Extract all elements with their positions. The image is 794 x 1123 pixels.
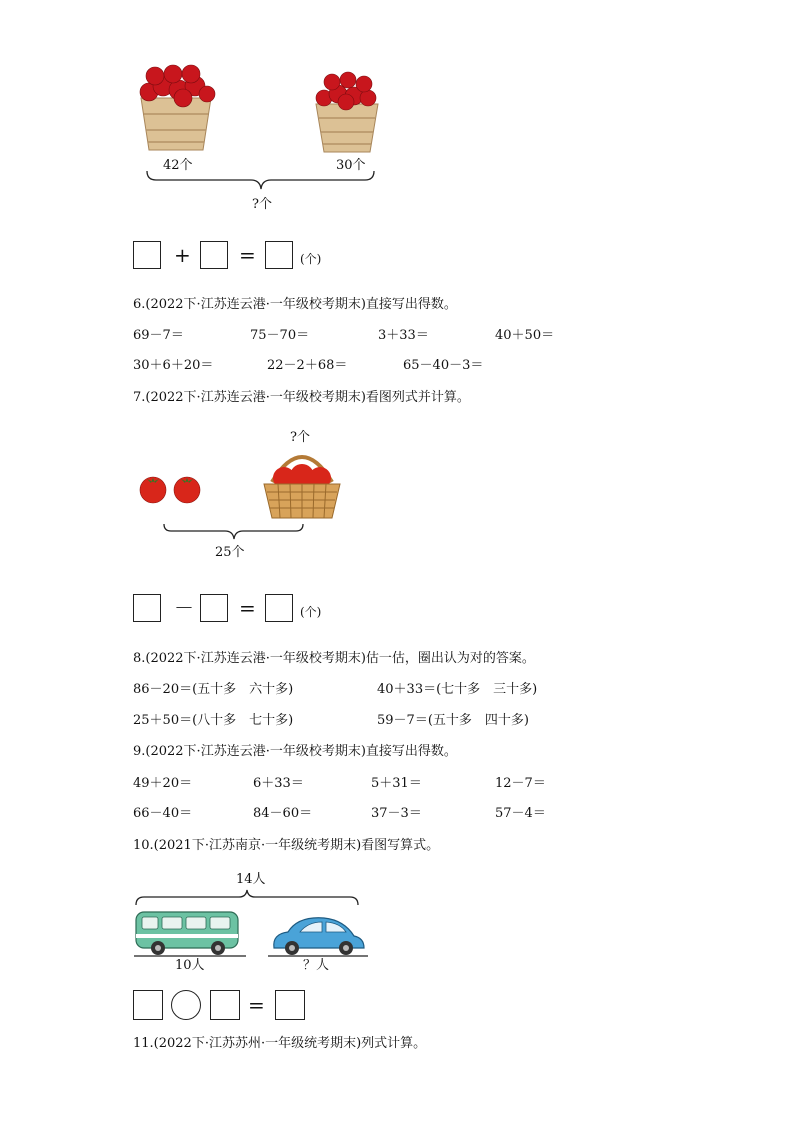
q6-item: 3＋33＝	[378, 328, 429, 343]
equals-sign: =	[239, 243, 256, 267]
q6-item: 75－70＝	[250, 328, 310, 343]
q8-item[interactable]: 25＋50＝(八十多 七十多)	[133, 713, 294, 728]
answer-box[interactable]	[265, 241, 293, 269]
tomato-basket	[262, 446, 342, 520]
q8-item[interactable]: 86－20＝(五十多 六十多)	[133, 682, 294, 697]
q9-item: 5＋31＝	[371, 776, 422, 791]
q10-title: 10.(2021下·江苏南京·一年级统考期末)看图写算式。	[133, 838, 440, 853]
bus-label: 10人	[175, 958, 205, 973]
q8-item[interactable]: 40＋33＝(七十多 三十多)	[377, 682, 538, 697]
q7-title: 7.(2022下·江苏连云港·一年级校考期末)看图列式并计算。	[133, 390, 470, 405]
answer-box[interactable]	[200, 594, 228, 622]
q10-top-label: 14人	[236, 872, 266, 887]
equals-sign: =	[248, 993, 265, 1017]
q10-brace	[135, 889, 361, 907]
car-label: ？人	[303, 958, 330, 973]
q9-title: 9.(2022下·江苏连云港·一年级校考期末)直接写出得数。	[133, 744, 457, 759]
apple-basket-right	[312, 72, 382, 154]
q9-item: 57－4＝	[495, 806, 546, 821]
q6-item: 65－40－3＝	[403, 358, 484, 373]
road-line	[134, 955, 368, 957]
q8-title: 8.(2022下·江苏连云港·一年级校考期末)估一估，圈出认为对的答案。	[133, 651, 535, 666]
bus-icon	[134, 908, 242, 956]
operator-circle[interactable]	[171, 990, 201, 1020]
q5-brace	[146, 170, 376, 192]
minus-sign: －	[174, 596, 194, 620]
q11-title: 11.(2022下·江苏苏州·一年级统考期末)列式计算。	[133, 1036, 427, 1051]
tomato-icon	[138, 474, 168, 504]
q5-total-label: ?个	[252, 197, 272, 212]
q6-item: 30＋6＋20＝	[133, 358, 214, 373]
q9-item: 37－3＝	[371, 806, 422, 821]
tomato-icon	[172, 474, 202, 504]
q6-item: 22－2＋68＝	[267, 358, 348, 373]
car-icon	[268, 914, 368, 956]
q9-item: 84－60＝	[253, 806, 313, 821]
answer-box[interactable]	[265, 594, 293, 622]
q6-title: 6.(2022下·江苏连云港·一年级校考期末)直接写出得数。	[133, 297, 457, 312]
q5-right-label: 30个	[336, 158, 366, 173]
q7-brace	[163, 523, 305, 543]
answer-box[interactable]	[275, 990, 305, 1020]
plus-sign: +	[174, 243, 191, 267]
q7-top-label: ?个	[290, 430, 310, 445]
q7-bottom-label: 25个	[215, 545, 245, 560]
q6-item: 40＋50＝	[495, 328, 555, 343]
q8-item[interactable]: 59－7＝(五十多 四十多)	[377, 713, 529, 728]
answer-box[interactable]	[200, 241, 228, 269]
q6-item: 69－7＝	[133, 328, 184, 343]
q9-item: 66－40＝	[133, 806, 193, 821]
equals-sign: =	[239, 596, 256, 620]
answer-box[interactable]	[133, 241, 161, 269]
q9-item: 49＋20＝	[133, 776, 193, 791]
unit-label: (个)	[300, 252, 322, 266]
answer-box[interactable]	[133, 594, 161, 622]
q9-item: 12－7＝	[495, 776, 546, 791]
answer-box[interactable]	[133, 990, 163, 1020]
q9-item: 6＋33＝	[253, 776, 304, 791]
unit-label: (个)	[300, 605, 322, 619]
answer-box[interactable]	[210, 990, 240, 1020]
q5-left-label: 42个	[163, 158, 193, 173]
apple-basket-left	[135, 62, 217, 154]
